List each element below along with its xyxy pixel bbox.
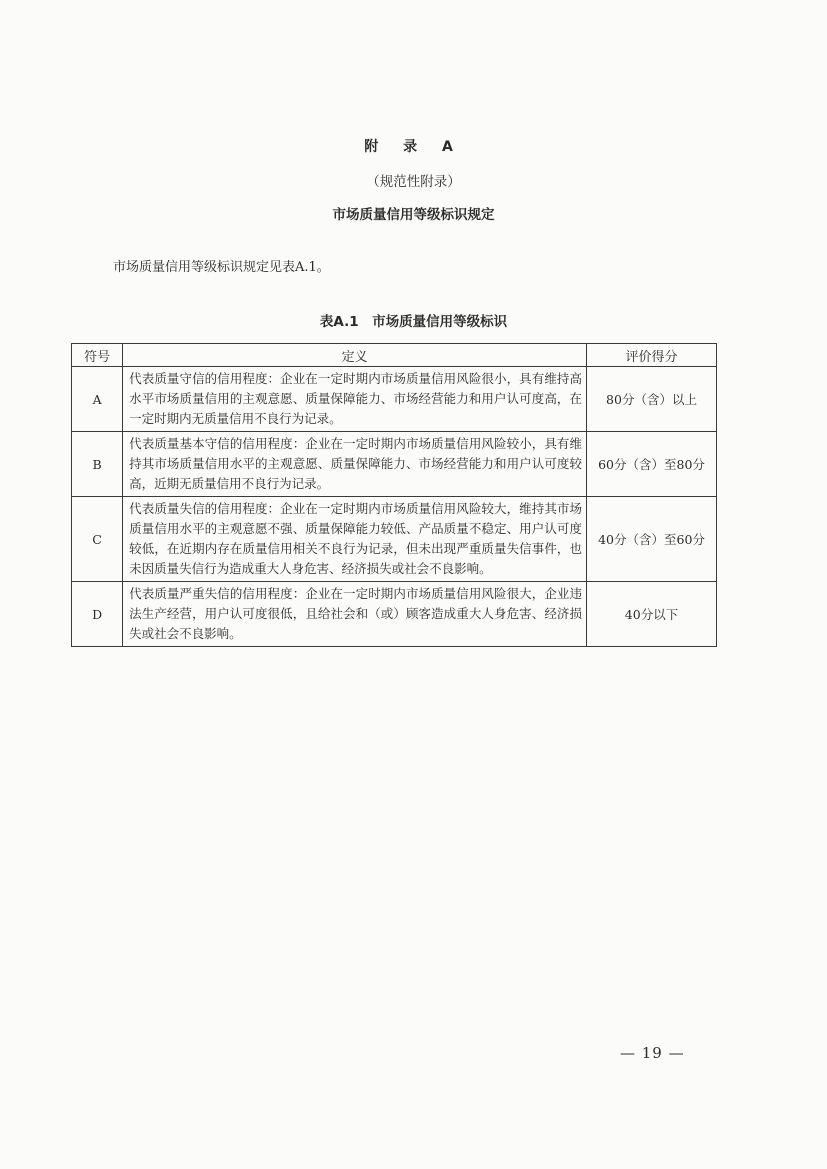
table-row [72,367,717,432]
grade-definition: 代表质量守信的信用程度：企业在一定时期内市场质量信用风险很小，具有维持高水平市场质量信用的主观意愿、质量保障能力、市场经营能力和用户认可度高，在一定时期内无质量信用不良行为记录。 [123,367,587,432]
table-header-row [72,344,717,367]
grade-symbol: D [72,582,123,647]
intro-paragraph: 市场质量信用等级标识规定见表A.1。 [113,260,330,275]
grade-symbol: C [72,497,123,582]
header-score: 评价得分 [587,344,717,367]
table-caption: 表A.1 市场质量信用等级标识 [319,314,508,330]
grade-score: 40分以下 [587,582,717,647]
table-row [72,432,717,497]
table-row [72,497,717,582]
grade-score: 40分（含）至60分 [587,497,717,582]
header-symbol: 符号 [72,344,123,367]
page-number: — 19 — [620,1044,685,1062]
header-definition: 定义 [123,344,587,367]
grade-symbol: A [72,367,123,432]
annex-title: 附 录 A [364,139,463,155]
grade-score: 80分（含）以上 [587,367,717,432]
grade-score: 60分（含）至80分 [587,432,717,497]
annex-name: 市场质量信用等级标识规定 [332,207,495,223]
credit-grade-table [71,343,717,647]
annex-type: （规范性附录） [366,174,461,190]
grade-definition: 代表质量严重失信的信用程度：企业在一定时期内市场质量信用风险很大，企业违法生产经营，用户认可度很低，且给社会和（或）顾客造成重大人身危害、经济损失或社会不良影响。 [123,582,587,647]
grade-definition: 代表质量基本守信的信用程度：企业在一定时期内市场质量信用风险较小，具有维持其市场质量信用水平的主观意愿、质量保障能力、市场经营能力和用户认可度较高，近期无质量信用不良行为记录。 [123,432,587,497]
grade-symbol: B [72,432,123,497]
table-row [72,582,717,647]
grade-definition: 代表质量失信的信用程度：企业在一定时期内市场质量信用风险较大，维持其市场质量信用水平的主观意愿不强、质量保障能力较低、产品质量不稳定、用户认可度较低，在近期内存在质量信用相关不良行为记录，但未出现严重质量失信事件，也未因质量失信行为造成重大人身危害、经济损失或社会不良影响。 [123,497,587,582]
